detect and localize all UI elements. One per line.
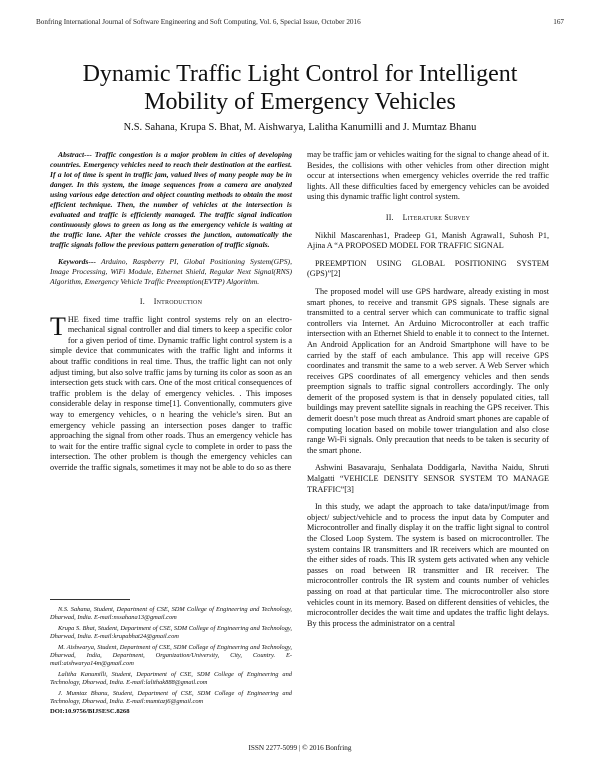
reference-heading-1-cont: PREEMPTION USING GLOBAL POSITIONING SYSTEM (GPS)”[2] — [307, 258, 549, 279]
reference-body-2: In this study, we adapt the approach to take data/input/image from object/ subject/vehicle and to process the input data by Computer and Microcontroller and finally display it on the traffic light signal to control the Closed Loop System. The system is based on microcontroller. The system contains IR transmitters and IR receivers which are mounted on the either sides of roads. This IR system gets activated when any vehicle passes on road between IR transmitter and IR receiver. The microcontroller controls the IR system and counts number of vehicles passing on road at that particular time. The microcontroller also store vehicles count in its memory. Based on different densities of vehicles, the microcontroller decides the wait time and updates the traffic light delays. By this process the administrator on a central — [307, 502, 549, 628]
section-heading-literature-survey — [307, 213, 549, 224]
section-title: Literature Survey — [402, 212, 471, 222]
paper-title: Dynamic Traffic Light Control for Intelligent Mobility of Emergency Vehicles — [82, 61, 518, 115]
doi-label: DOI:10.9756/BIJSESC.8268 — [50, 708, 130, 716]
section-title: Introduction — [153, 297, 203, 306]
abstract-lead: Abstract--- — [58, 150, 92, 159]
page-number: 167 — [553, 18, 564, 26]
journal-name: Bonfring International Journal of Software Engineering and Soft Computing, Vol. 6, Special Issue, October 2016 — [36, 18, 361, 26]
author-list: N.S. Sahana, Krupa S. Bhat, M. Aishwarya, Lalitha Kanumilli and J. Mumtaz Bhanu — [123, 122, 477, 133]
continued-paragraph: may be traffic jam or vehicles waiting for the signal to change ahead of it. Besides, the collisions with other vehicles from other direction might occur at intersections when emergency vehicles override the red traffic lights. All these difficulties faced by emergency vehicles can be avoided using this dynamic traffic light control system. — [307, 150, 549, 202]
footnote-item: Lalitha Kanumilli, Student, Department of CSE, SDM College of Engineering and Technology, Dharwad, India. E-mail:lalithak888@gmail.com — [50, 670, 292, 687]
keywords-text: Arduino, Raspberry PI, Global Positioning System(GPS), Image Processing, WiFi Module, Ethernet Shield, Regular Next Signal(RNS) Algorithm, Emergency Vehicle Traffic Preemption(EVTP) Algorithm. — [50, 257, 292, 286]
footnote-rule — [50, 599, 130, 600]
footnote-item: J. Mumtaz Bhanu, Student, Department of CSE, SDM College of Engineering and Technology, Dharwad, India. E-mail:mumtazj6@gmail.com — [50, 689, 292, 706]
right-column — [307, 150, 549, 636]
section-numeral: II. — [385, 212, 394, 222]
introduction-body — [50, 311, 292, 474]
section-heading-introduction — [50, 297, 292, 308]
footnote-item: N.S. Sahana, Student, Department of CSE, SDM College of Engineering and Technology, Dharwad, India. E-mail:nssahana13@gmail.com — [50, 606, 292, 622]
reference-heading-1: Nikhil Mascarenhas1, Pradeep G1, Manish Agrawal1, Suhosh P1, Ajina A “A PROPOSED MODEL FOR TRAFFIC SIGNAL — [307, 230, 549, 251]
abstract-text: Traffic congestion is a major problem in cities of developing countries. Emergency vehicles need to reach their destination at the earliest. If a lot of time is spent in traffic jam, valued lives of many people may be in danger. In this system, the image sequences from a camera are analyzed using various edge detection and object counting methods to obtain the most efficient technique. Then, the number of vehicles at the intersection is evaluated and traffic is efficiently managed. The traffic signal indication continuously glows to green as long as the emergency vehicle is waiting at the traffic lane. After the vehicle crosses the junction, automatically the traffic signals follow the previous pattern generation of traffic signals. — [50, 150, 292, 249]
running-header — [36, 18, 564, 26]
keywords — [50, 257, 292, 287]
footnote-item: M. Aishwarya, Student, Department of CSE, SDM College of Engineering and Technology, Dharwad, India, Department, Organization/University, City, Country. E-mail:aishwarya14m@gmail.com — [50, 643, 292, 668]
author-footnotes — [50, 599, 292, 717]
reference-heading-2: Ashwini Basavaraju, Senhalata Doddigarla, Navitha Naidu, Shruti Malgatti “VEHICLE DENSITY SENSOR SYSTEM TO MANAGE TRAFFIC”[3] — [307, 463, 549, 494]
left-column — [50, 150, 292, 474]
introduction-text: HE fixed time traffic light control systems rely on an electro-mechanical signal controller and dial timers to keep a specific color for a given period of time. Dynamic traffic light control system is a simple device that communicates with the traffic light and informs it about traffic conditions in real time. Thus, the traffic light can not only adjust timing, but also solve traffic jams by turning its color as soon as an intersection gets stuck with cars. One of the most critical consequences of traffic problem is the delay of emergency vehicles. . This imposes considerable delay in response time[1]. Conventionally, commuters give way to emergency vehicles, o n hearing the vehicle’s siren. But an emergency vehicle passing an intersection poses danger to traffic approaching the signal from other roads. Thus an emergency vehicle has to wait for the entire traffic signal cycle to complete in order to pass the intersection. The other problem is though the emergency vehicles can override the traffic signals, sometimes it may not be able to do so as there — [50, 314, 292, 472]
dropcap-letter: T — [50, 311, 66, 341]
section-numeral: I. — [139, 297, 145, 306]
footnote-item: Krupa S. Bhat, Student, Department of CSE, SDM College of Engineering and Technology, Dharwad, India. E-mail:krupabhat24@gmail.com — [50, 624, 292, 641]
reference-body-1: The proposed model will use GPS hardware, already existing in most smart phones, to receive and transmit GPS signals. These signals are transmitted to a central server which can communicate to traffic signal controllers via Internet. An Arduino Microcontroller at each traffic intersection with an Ethernet Shield to enable it to connect to the Internet. An Android Application for an Android Smartphone will have to be carried by the staff of each ambulance. This app will receive GPS coordinates and transmit the same to a web server. A Web Server which receives GPS coordinates of all emergency vehicles and then sends preemption signals to traffic signal controllers accordingly. The only demerit of the proposed system is that in densely populated cities, tall buildings may prevent satellite signals in reaching the GPS receiver. This demerit doesn’t pose much threat as Android smart phones are capable of computing location based on mobile tower triangulation and also close range Wi-Fi signals. Only precaution that needs to be taken is security of the smart phone. — [307, 286, 549, 455]
abstract — [50, 150, 292, 250]
keywords-lead: Keywords--- — [58, 257, 96, 266]
page-footer: ISSN 2277-5099 | © 2016 Bonfring — [248, 744, 352, 752]
